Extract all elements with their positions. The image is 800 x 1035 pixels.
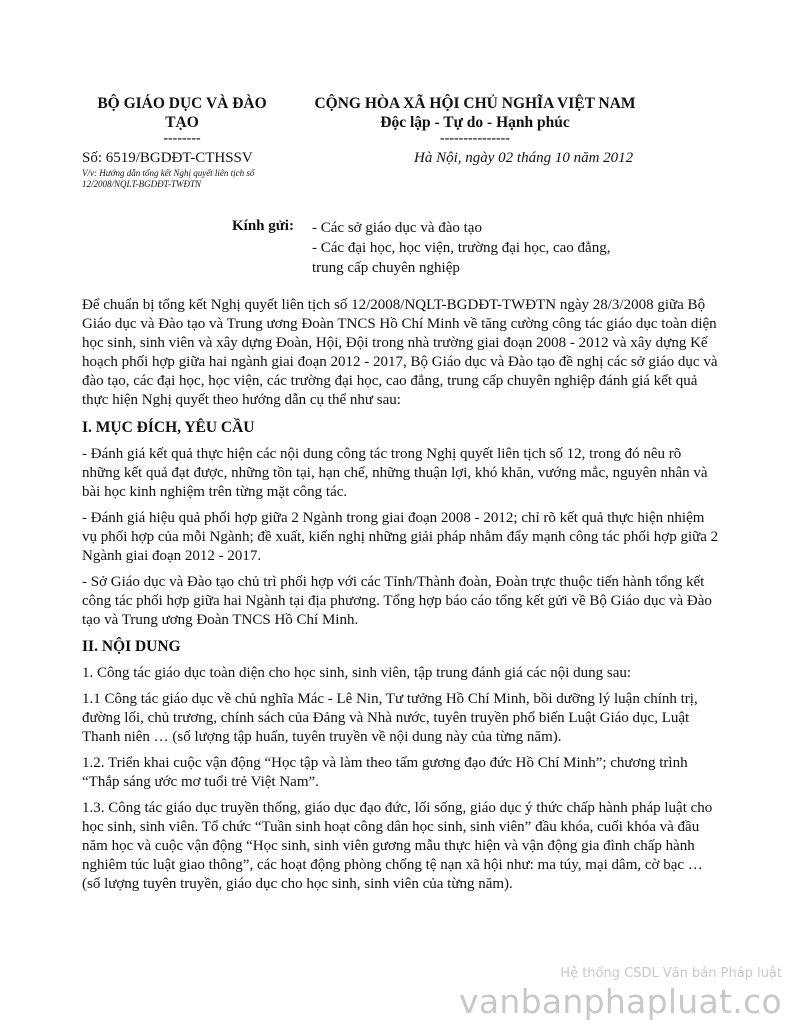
national-header [300,94,650,146]
document-body [82,296,720,901]
body-paragraph: 1.2. Triển khai cuộc vận động “Học tập và làm theo tấm gương đạo đức Hồ Chí Minh”; chương trình “Thắp sáng ước mơ tuổi trẻ Việt Nam”. [82,755,688,790]
body-paragraph: 1.3. Công tác giáo dục truyền thống, giáo dục đạo đức, lối sống, giáo dục ý thức chấp hành pháp luật cho học sinh, sinh viên. Tổ chức “Tuần sinh hoạt công dân học sinh, sinh viên” đầu khóa, cuối khóa và đầu năm học và cuộc vận động “Học sinh, sinh viên gương mẫu thực hiện và vận động gia đình chấp hành nghiêm túc luật giao thông”, các hoạt động phòng chống tệ nạn xã hội như: ma túy, mại dâm, cờ bạc … (số lượng tuyên truyền, giáo dục cho học sinh, sinh viên của từng năm). [82,800,713,892]
recipient-line: trung cấp chuyên nghiệp [312,260,460,276]
body-paragraph: - Đánh giá hiệu quả phối hợp giữa 2 Ngành trong giai đoạn 2008 - 2012; chỉ rõ kết quả thực hiện nhiệm vụ phối hợp của mỗi Ngành; đề xuất, kiến nghị những giải pháp nhằm đẩy mạnh công tác phối hợp giữa 2 Ngành giai đoạn 2012 - 2017. [82,510,719,564]
recipients-label: Kính gửi: [232,218,294,234]
national-motto: Độc lập - Tự do - Hạnh phúc [380,114,570,131]
section-heading: II. NỘI DUNG [82,638,181,655]
ministry-name: BỘ GIÁO DỤC VÀ ĐÀO TẠO [97,95,267,131]
document-number: Số: 6519/BGDĐT-CTHSSV [82,150,253,166]
recipient-line: - Các đại học, học viện, trường đại học, cao đẳng, [312,240,611,256]
body-paragraph: 1. Công tác giáo dục toàn diện cho học sinh, sinh viên, tập trung đánh giá các nội dung sau: [82,665,632,681]
document-date: Hà Nội, ngày 02 tháng 10 năm 2012 [414,150,634,166]
nation-name: CỘNG HÒA XÃ HỘI CHỦ NGHĨA VIỆT NAM [314,95,636,112]
body-paragraph: 1.1 Công tác giáo dục về chủ nghĩa Mác - Lê Nin, Tư tưởng Hồ Chí Minh, bồi dưỡng lý luận chính trị, đường lối, chủ trương, chính sách của Đảng và Nhà nước, tuyên truyền phổ biến Luật Giáo dục, Luật Thanh niên … (số lượng tập huấn, tuyên truyền về nội dung này của từng năm). [82,691,698,745]
recipients-list [312,218,672,278]
watermark-site: vanbanphapluat.co [459,982,782,1021]
ministry-divider: -------- [163,131,201,146]
body-paragraph: - Đánh giá kết quả thực hiện các nội dung công tác trong Nghị quyết liên tịch số 12, trong đó nêu rõ những kết quả đạt được, những tồn tại, hạn chế, những thuận lợi, khó khăn, vướng mắc, nguyên nhân và bài học kinh nghiệm trên từng mặt công tác. [82,446,708,500]
motto-divider: --------------- [440,131,510,146]
recipient-line: - Các sở giáo dục và đào tạo [312,220,482,236]
body-paragraph: - Sở Giáo dục và Đào tạo chủ trì phối hợp với các Tỉnh/Thành đoàn, Đoàn trực thuộc tiến hành tổng kết công tác phối hợp giữa hai Ngành tại địa phương. Tổng hợp báo cáo tổng kết gửi về Bộ Giáo dục và Đào tạo và Trung ương Đoàn TNCS Hồ Chí Minh. [82,574,712,628]
ministry-header [82,94,282,146]
intro-paragraph: Để chuẩn bị tổng kết Nghị quyết liên tịch số 12/2008/NQLT-BGDĐT-TWĐTN ngày 28/3/2008 giữa Bộ Giáo dục và Đào tạo và Trung ương Đoàn TNCS Hồ Chí Minh về tăng cường công tác giáo dục toàn diện học sinh, sinh viên và xây dựng Đoàn, Hội, Đội trong nhà trường giai đoạn 2008 - 2012 và xây dựng Kế hoạch phối hợp giữa hai ngành giai đoạn 2012 - 2017, Bộ Giáo dục và Đào tạo đề nghị các sở giáo dục và đào tạo, các đại học, học viện, các trường đại học, cao đẳng, trung cấp chuyên nghiệp đánh giá kết quả thực hiện Nghị quyết theo hướng dẫn cụ thể như sau: [82,297,718,408]
section-heading: I. MỤC ĐÍCH, YÊU CẦU [82,419,255,436]
watermark-caption: Hệ thống CSDL Văn bản Pháp luật [560,966,782,981]
document-subject: V/v: Hướng dẫn tổng kết Nghị quyết liên tịch số 12/2008/NQLT-BGDĐT-TWĐTN [82,168,255,189]
